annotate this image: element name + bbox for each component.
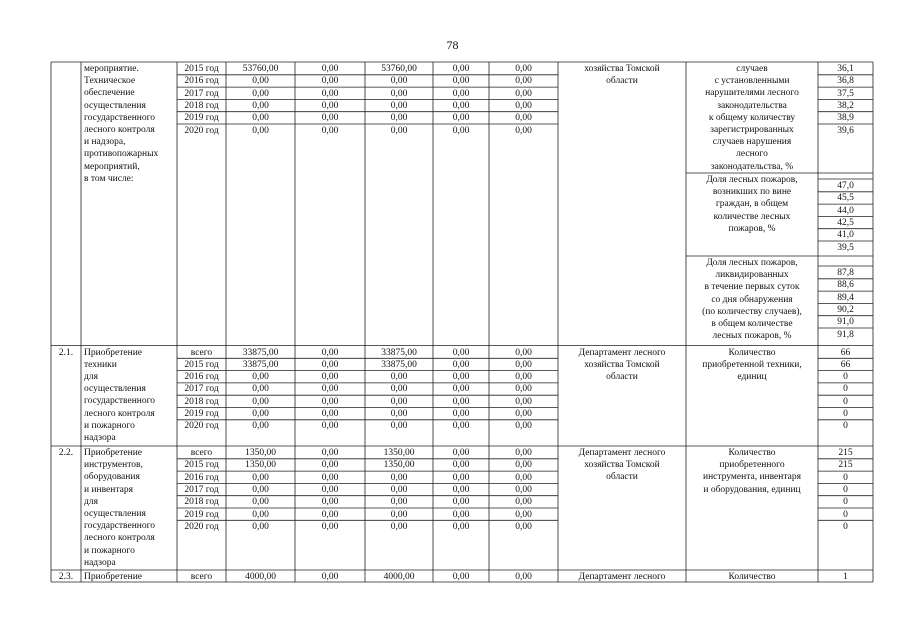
amount-cell: 0,00	[252, 421, 269, 432]
measure-name-line: Приобретение	[84, 571, 142, 582]
amount-cell: 0,00	[321, 409, 339, 419]
amount-cell: 0,00	[515, 521, 532, 532]
amount-cell: 0,00	[515, 448, 532, 458]
amount-cell: 0,00	[390, 521, 408, 532]
indicator-value: 0	[843, 384, 848, 395]
amount-cell: 0,00	[452, 571, 470, 582]
amount-cell: 0,00	[390, 125, 408, 136]
amount-cell: 0,00	[321, 472, 339, 483]
indicator-value: 66	[840, 347, 851, 358]
amount-cell: 0,00	[321, 76, 339, 87]
measure-number: 2.1.	[58, 347, 74, 358]
executor-line: Департамент лесного	[578, 347, 666, 358]
amount-cell: 1350,00	[245, 448, 276, 458]
indicator-value: 37,5	[837, 88, 854, 99]
indicator-line: Доля лесных пожаров,	[706, 175, 798, 185]
amount-cell: 0,00	[515, 421, 532, 432]
indicator-line: лесных пожаров, %	[712, 331, 792, 342]
indicator-line: приобретенной техники,	[702, 359, 802, 370]
amount-cell: 0,00	[515, 100, 532, 111]
indicator-line: случаев	[736, 64, 768, 74]
amount-cell: 0,00	[515, 347, 532, 358]
amount-cell: 0,00	[452, 396, 470, 407]
year-cell: всего	[190, 571, 213, 582]
amount-cell: 0,00	[321, 88, 339, 99]
amount-cell: 4000,00	[383, 571, 415, 582]
amount-cell: 0,00	[321, 384, 339, 395]
indicator-value: 66	[840, 359, 851, 370]
amount-cell: 0,00	[252, 396, 269, 407]
indicator-line: Количество	[728, 571, 776, 582]
measure-name-line: Приобретение	[84, 448, 142, 458]
amount-cell: 0,00	[390, 88, 408, 99]
year-cell: 2020 год	[184, 421, 219, 432]
indicator-line: единиц	[737, 371, 767, 382]
amount-cell: 0,00	[252, 484, 269, 495]
amount-cell: 0,00	[515, 372, 532, 383]
page-number: 78	[446, 38, 459, 52]
amount-cell: 0,00	[252, 76, 269, 87]
indicator-line: количестве лесных	[713, 211, 791, 222]
amount-cell: 0,00	[452, 64, 470, 74]
amount-cell: 0,00	[321, 347, 339, 358]
indicator-value: 88,6	[837, 280, 854, 291]
indicator-value: 36,8	[837, 76, 854, 87]
indicator-line: лесного	[736, 149, 768, 160]
amount-cell: 0,00	[452, 359, 470, 370]
indicator-line: в течение первых суток	[704, 282, 800, 293]
indicator-line: случаев нарушения	[712, 137, 792, 148]
amount-cell: 0,00	[321, 521, 339, 532]
indicator-value: 42,5	[837, 217, 854, 228]
year-cell: 2020 год	[184, 125, 219, 136]
indicator-value: 0	[843, 521, 848, 532]
measure-name-line: в том числе:	[84, 173, 134, 184]
measure-name-line: оборудования	[84, 472, 140, 483]
executor-line: Департамент лесного	[578, 448, 666, 458]
year-cell: 2019 год	[184, 509, 219, 520]
year-cell: 2016 год	[184, 472, 219, 483]
amount-cell: 0,00	[452, 472, 470, 483]
year-cell: 2017 год	[184, 484, 219, 495]
amount-cell: 0,00	[515, 571, 532, 582]
amount-cell: 0,00	[390, 509, 408, 520]
measure-name-line: техники	[84, 359, 117, 370]
amount-cell: 0,00	[390, 384, 408, 395]
year-cell: 2019 год	[184, 409, 219, 419]
amount-cell: 0,00	[321, 484, 339, 495]
indicator-line: в общем количестве	[711, 319, 793, 329]
measure-name-line: надзора	[84, 557, 116, 568]
amount-cell: 0,00	[515, 460, 532, 471]
executor-line: области	[606, 76, 638, 87]
year-cell: 2018 год	[184, 497, 219, 508]
indicator-value: 89,4	[837, 292, 854, 303]
year-cell: всего	[190, 448, 213, 458]
indicator-value: 0	[843, 484, 848, 495]
measure-name-line: лесного контроля	[84, 125, 155, 135]
indicator-value: 38,9	[837, 113, 854, 124]
measure-number: 2.3.	[58, 571, 74, 582]
measure-name-line: осуществления	[84, 100, 146, 111]
amount-cell: 0,00	[252, 125, 269, 136]
amount-cell: 0,00	[252, 372, 269, 383]
indicator-value: 215	[838, 448, 853, 458]
amount-cell: 33875,00	[381, 347, 417, 358]
measure-name-line: Техническое	[84, 76, 136, 87]
measure-name-line: мероприятие.	[84, 64, 139, 74]
measure-name-line: и надзора,	[84, 137, 126, 148]
amount-cell: 0,00	[515, 472, 532, 483]
measure-name-line: и пожарного	[84, 420, 135, 431]
indicator-line: Количество	[728, 448, 776, 458]
indicator-line: законодательства, %	[710, 161, 794, 172]
amount-cell: 0,00	[515, 359, 532, 370]
year-cell: 2015 год	[184, 64, 219, 74]
amount-cell: 0,00	[452, 448, 470, 458]
measure-name-line: обеспечение	[84, 88, 135, 99]
amount-cell: 0,00	[390, 421, 408, 432]
amount-cell: 0,00	[252, 384, 269, 395]
indicator-value: 39,6	[837, 125, 854, 136]
indicator-value: 0	[843, 409, 848, 419]
amount-cell: 0,00	[452, 76, 470, 87]
amount-cell: 0,00	[452, 372, 470, 383]
indicator-value: 41,0	[837, 230, 854, 241]
measure-name-line: для	[84, 371, 98, 382]
measure-name-line: государственного	[84, 521, 156, 532]
indicator-line: ликвидированных	[715, 270, 789, 281]
measure-name-line: лесного контроля	[84, 533, 155, 544]
amount-cell: 0,00	[452, 113, 470, 124]
indicator-line: к общему количеству	[708, 112, 796, 123]
amount-cell: 0,00	[452, 409, 470, 419]
amount-cell: 0,00	[321, 396, 339, 407]
measure-name-line: мероприятий,	[84, 161, 140, 172]
amount-cell: 0,00	[252, 88, 269, 99]
indicator-line: Доля лесных пожаров,	[706, 258, 798, 268]
executor-line: хозяйства Томской	[584, 64, 660, 74]
indicator-line: законодательства	[717, 100, 787, 111]
indicator-value: 39,5	[837, 242, 854, 253]
amount-cell: 0,00	[515, 409, 532, 419]
amount-cell: 0,00	[321, 571, 339, 582]
year-cell: 2015 год	[184, 460, 219, 471]
indicator-line: приобретенного	[719, 460, 785, 471]
amount-cell: 0,00	[452, 497, 470, 508]
amount-cell: 0,00	[252, 497, 269, 508]
indicator-line: нарушителями лесного	[705, 88, 799, 99]
indicator-line: зарегистрированных	[710, 125, 794, 135]
year-cell: 2015 год	[184, 359, 219, 370]
amount-cell: 0,00	[390, 372, 408, 383]
amount-cell: 0,00	[515, 509, 532, 520]
measure-name-line: для	[84, 496, 98, 507]
amount-cell: 33875,00	[242, 347, 279, 358]
year-cell: 2016 год	[184, 372, 219, 383]
year-cell: 2020 год	[184, 521, 219, 532]
indicator-value: 0	[843, 421, 848, 432]
measure-name-line: и пожарного	[84, 545, 135, 556]
indicator-value: 36,1	[837, 64, 854, 74]
indicator-value: 87,8	[837, 268, 854, 278]
amount-cell: 0,00	[390, 113, 408, 124]
year-cell: 2016 год	[184, 76, 219, 87]
indicator-value: 215	[838, 460, 853, 471]
amount-cell: 0,00	[321, 509, 339, 520]
amount-cell: 0,00	[321, 460, 339, 471]
year-cell: всего	[190, 347, 213, 358]
indicator-line: с установленными	[714, 76, 790, 87]
amount-cell: 0,00	[452, 384, 470, 395]
amount-cell: 33875,00	[242, 359, 279, 370]
measure-name-line: противопожарных	[84, 149, 159, 160]
measure-name-line: государственного	[84, 112, 156, 123]
indicator-line: (по количеству случаев),	[702, 306, 802, 317]
amount-cell: 0,00	[321, 359, 339, 370]
amount-cell: 0,00	[390, 396, 408, 407]
amount-cell: 0,00	[452, 125, 470, 136]
amount-cell: 0,00	[515, 484, 532, 495]
amount-cell: 0,00	[390, 100, 408, 111]
measure-name-line: осуществления	[84, 384, 146, 395]
indicator-value: 0	[843, 497, 848, 508]
indicator-line: возникших по вине	[712, 187, 792, 198]
amount-cell: 0,00	[321, 125, 339, 136]
indicator-value: 90,2	[837, 304, 854, 315]
amount-cell: 0,00	[321, 497, 339, 508]
indicator-value: 1	[843, 571, 848, 582]
indicator-value: 0	[843, 372, 848, 383]
amount-cell: 0,00	[452, 347, 470, 358]
indicator-line: и оборудования, единиц	[703, 484, 801, 495]
measure-name-line: Приобретение	[84, 347, 142, 358]
amount-cell: 0,00	[452, 100, 470, 111]
amount-cell: 0,00	[452, 484, 470, 495]
executor-line: хозяйства Томской	[584, 359, 660, 370]
indicator-value: 91,0	[837, 317, 854, 328]
amount-cell: 0,00	[452, 88, 470, 99]
indicator-line: пожаров, %	[728, 223, 776, 234]
amount-cell: 0,00	[390, 409, 408, 419]
amount-cell: 1350,00	[383, 448, 415, 458]
amount-cell: 0,00	[515, 76, 532, 87]
measure-name-line: инструментов,	[84, 460, 143, 471]
amount-cell: 0,00	[515, 384, 532, 395]
measure-name-line: государственного	[84, 396, 156, 407]
amount-cell: 0,00	[321, 421, 339, 432]
indicator-value: 91,8	[837, 329, 854, 340]
amount-cell: 0,00	[515, 497, 532, 508]
amount-cell: 0,00	[515, 113, 532, 124]
amount-cell: 0,00	[452, 460, 470, 471]
executor-line: области	[606, 371, 638, 382]
indicator-value: 47,0	[837, 181, 854, 191]
indicator-value: 45,5	[837, 193, 854, 204]
amount-cell: 53760,00	[381, 64, 417, 74]
amount-cell: 0,00	[252, 509, 269, 520]
amount-cell: 0,00	[515, 125, 532, 136]
executor-line: области	[606, 472, 638, 483]
executor-line: Департамент лесного	[578, 571, 666, 582]
amount-cell: 1350,00	[383, 460, 415, 471]
amount-cell: 0,00	[252, 100, 269, 111]
measure-name-line: и инвентаря	[84, 484, 133, 495]
year-cell: 2019 год	[184, 113, 219, 124]
indicator-value: 0	[843, 396, 848, 407]
indicator-value: 0	[843, 472, 848, 483]
executor-line: хозяйства Томской	[584, 460, 660, 471]
amount-cell: 0,00	[452, 521, 470, 532]
year-cell: 2018 год	[184, 396, 219, 407]
amount-cell: 0,00	[321, 448, 339, 458]
amount-cell: 0,00	[452, 421, 470, 432]
year-cell: 2018 год	[184, 100, 219, 111]
amount-cell: 0,00	[515, 396, 532, 407]
measure-number: 2.2.	[58, 448, 74, 458]
amount-cell: 0,00	[321, 372, 339, 383]
amount-cell: 0,00	[252, 472, 269, 483]
amount-cell: 0,00	[390, 497, 408, 508]
amount-cell: 4000,00	[245, 571, 276, 582]
amount-cell: 0,00	[452, 509, 470, 520]
indicator-line: со дня обнаружения	[711, 294, 793, 305]
amount-cell: 0,00	[252, 409, 269, 419]
amount-cell: 0,00	[515, 64, 532, 74]
amount-cell: 1350,00	[245, 460, 276, 471]
amount-cell: 0,00	[390, 472, 408, 483]
amount-cell: 0,00	[390, 484, 408, 495]
amount-cell: 53760,00	[242, 64, 279, 74]
year-cell: 2017 год	[184, 88, 219, 99]
indicator-value: 38,2	[837, 100, 854, 111]
amount-cell: 0,00	[252, 113, 269, 124]
year-cell: 2017 год	[184, 384, 219, 395]
amount-cell: 0,00	[252, 521, 269, 532]
amount-cell: 0,00	[390, 76, 408, 87]
amount-cell: 33875,00	[381, 359, 417, 370]
indicator-line: инструмента, инвентаря	[703, 472, 801, 483]
amount-cell: 0,00	[515, 88, 532, 99]
measure-name-line: надзора	[84, 432, 116, 443]
measure-name-line: осуществления	[84, 509, 146, 519]
amount-cell: 0,00	[321, 64, 339, 74]
amount-cell: 0,00	[321, 100, 339, 111]
amount-cell: 0,00	[321, 113, 339, 124]
indicator-line: граждан, в общем	[715, 199, 789, 210]
indicator-value: 44,0	[837, 205, 854, 216]
indicator-line: Количество	[728, 347, 776, 358]
measure-name-line: лесного контроля	[84, 408, 155, 419]
indicator-value: 0	[843, 509, 848, 520]
